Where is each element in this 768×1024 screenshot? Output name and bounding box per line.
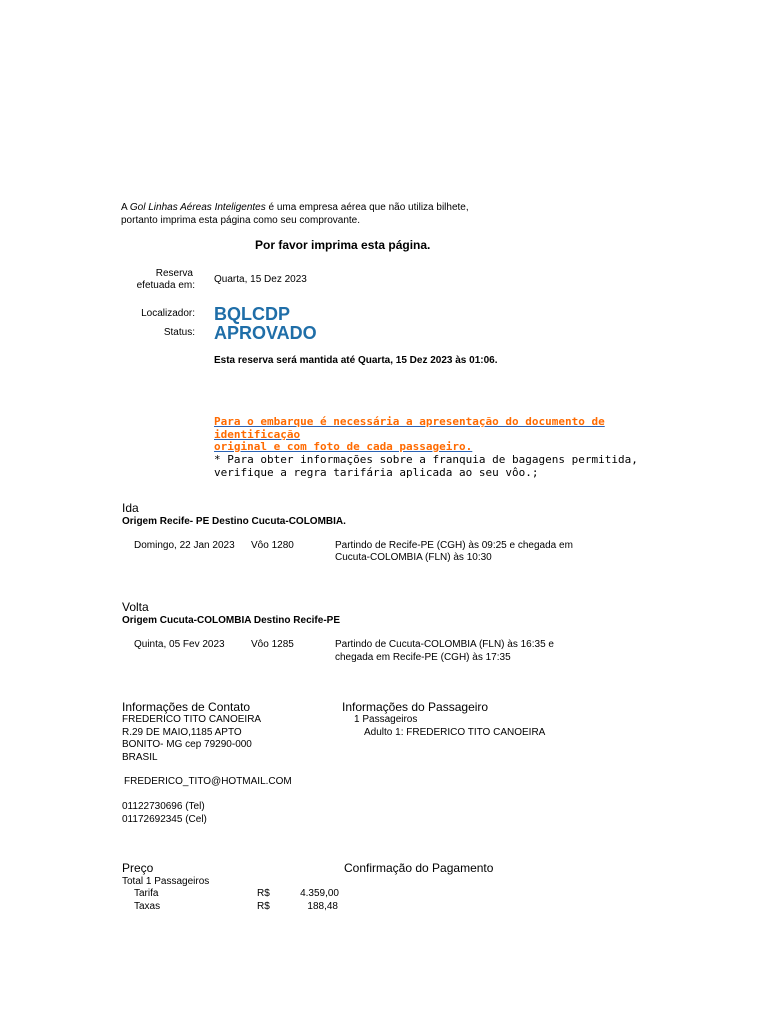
locator-value: BQLCDP [214,304,290,324]
contact-cel: 01172692345 (Cel) [122,814,207,825]
baggage-note-2: verifique a regra tarifária aplicada ao seu vôo.; [214,466,539,479]
outbound-heading: Ida [122,501,139,515]
return-date: Quinta, 05 Fev 2023 [134,639,225,650]
passenger-count: 1 Passageiros [354,714,418,725]
outbound-route: Origem Recife- PE Destino Cucuta-COLOMBIA. [122,516,346,527]
return-heading: Volta [122,600,149,614]
warning-line-2: identificação [214,428,301,441]
contact-email: FREDERICO_TITO@HOTMAIL.COM [124,776,292,787]
outbound-date: Domingo, 22 Jan 2023 [134,540,235,551]
reservation-label-2: efetuada em: [136,280,195,291]
company-name: Gol Linhas Aéreas Inteligentes [129,202,266,213]
intro-prefix: A [121,202,130,213]
contact-name: FREDERICO TITO CANOEIRA [122,714,262,725]
intro-suffix: é uma empresa aérea que não utiliza bilhete, [265,202,469,213]
outbound-details-2: Cucuta-COLOMBIA (FLN) às 10:30 [335,552,492,563]
status-label: Status: [163,327,195,338]
warning-line-3: original e com foto de cada passageiro. [214,440,473,453]
print-title: Por favor imprima esta página. [255,238,431,252]
return-route: Origem Cucuta-COLOMBIA Destino Recife-PE [122,615,340,626]
baggage-note-1: * Para obter informações sobre a franquia de bagagens permitida, [214,453,638,466]
price-row-currency: R$ [257,888,270,899]
contact-address-2: BONITO- MG cep 79290-000 [122,739,252,750]
price-row-amount: 188,48 [307,901,338,912]
passenger-adult: Adulto 1: FREDERICO TITO CANOEIRA [364,727,546,738]
price-total: Total 1 Passageiros [122,876,210,887]
status-value: APROVADO [214,323,317,343]
locator-label: Localizador: [141,308,195,319]
price-heading: Preço [122,861,154,875]
reservation-label-1: Reserva [155,268,193,279]
contact-tel: 01122730696 (Tel) [122,801,205,812]
contact-heading: Informações de Contato [122,700,251,714]
reservation-date: Quarta, 15 Dez 2023 [214,274,307,285]
contact-country: BRASIL [122,752,158,763]
payment-heading: Confirmação do Pagamento [344,861,494,875]
price-row-label: Tarifa [134,888,159,899]
price-row-label: Taxas [134,901,161,912]
passenger-heading: Informações do Passageiro [342,700,489,714]
price-row-amount: 4.359,00 [300,888,339,899]
price-row-currency: R$ [257,901,270,912]
return-flight: Vôo 1285 [251,639,294,650]
intro-line-2: portanto imprima esta página como seu comprovante. [121,215,361,226]
warning-line-1: Para o embarque é necessária a apresentação do documento de [214,415,605,428]
hold-note: Esta reserva será mantida até Quarta, 15 Dez 2023 às 01:06. [214,355,498,366]
outbound-flight: Vôo 1280 [251,540,294,551]
intro-line-1 [121,202,469,214]
return-details-1: Partindo de Cucuta-COLOMBIA (FLN) às 16:35 e [335,639,554,650]
return-details-2: chegada em Recife-PE (CGH) às 17:35 [335,652,511,663]
contact-address-1: R.29 DE MAIO,1185 APTO [122,727,242,738]
outbound-details-1: Partindo de Recife-PE (CGH) às 09:25 e chegada em [335,540,573,551]
